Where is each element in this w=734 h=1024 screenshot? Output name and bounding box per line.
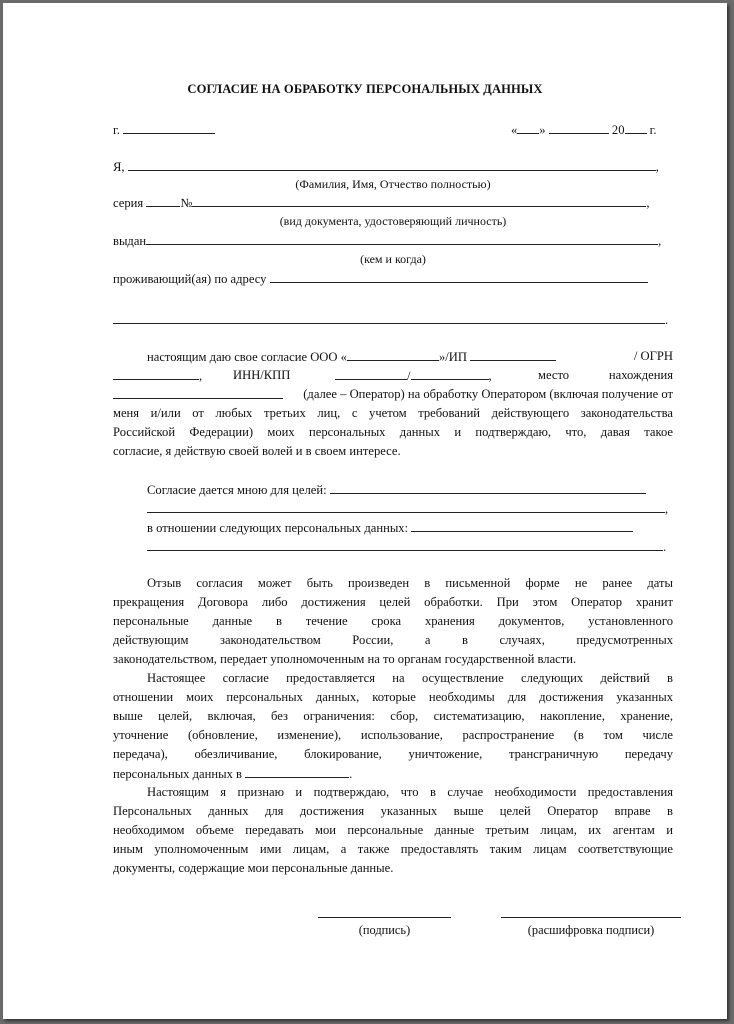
day-field[interactable]: [517, 122, 539, 134]
inn-field[interactable]: [335, 368, 407, 380]
transfer-country-field[interactable]: [245, 766, 349, 778]
signature-caption: (подпись): [358, 923, 411, 937]
month-field[interactable]: [549, 122, 609, 134]
doc-hint: (вид документа, удостоверяющий личность): [279, 214, 507, 228]
actions-line-1: Настоящее согласие предоставляется на осуществление следующих действий в: [147, 671, 673, 685]
address-line: [113, 271, 673, 286]
number-field[interactable]: [192, 195, 646, 207]
withdraw-line-1: Отзыв согласия может быть произведен в письменной форме не ранее даты: [147, 576, 673, 590]
withdraw-line-5: законодательством, передает уполномоченным на то органам государственной власти.: [113, 652, 577, 666]
document-page: [3, 3, 727, 1019]
fio-line: Я, ,: [113, 160, 659, 174]
purposes-line: Согласие дается мною для целей:: [113, 482, 673, 497]
fio-hint: (Фамилия, Имя, Отчество полностью): [295, 177, 491, 191]
i-label: Я,: [113, 160, 125, 174]
company-field[interactable]: [347, 349, 439, 361]
city-prefix: г.: [113, 123, 120, 137]
document-title: СОГЛАСИЕ НА ОБРАБОТКУ ПЕРСОНАЛЬНЫХ ДАННЫХ: [187, 82, 543, 96]
confirm-line-5: документы, содержащие мои персональные данные.: [113, 861, 394, 875]
fio-field[interactable]: [128, 159, 656, 171]
ogrn-field[interactable]: [113, 368, 199, 380]
series-label: серия: [113, 196, 144, 210]
consent-line-2: , ИНН/КПП / , место нахождения: [113, 368, 673, 383]
consent-line-3: (далее – Оператор) на обработку Оператором (включая получение от: [113, 387, 673, 402]
year-field[interactable]: [625, 122, 647, 134]
purposes-line-2: ,: [113, 501, 673, 516]
actions-line-2: отношении моих персональных данных, которые необходимы для достижения указанных: [113, 690, 673, 704]
confirm-line-4: иным уполномоченным ими лицам, а также предоставлять таким лицам соответствующие: [113, 842, 673, 856]
purposes-field-2[interactable]: [147, 501, 665, 513]
data-field[interactable]: [411, 520, 633, 532]
withdraw-line-3: персональные данные в течение срока хранения документов, установленного: [113, 614, 673, 628]
issued-field[interactable]: [146, 233, 658, 245]
city-date-line: [113, 122, 673, 137]
data-field-2[interactable]: [147, 539, 663, 551]
signature-field[interactable]: [318, 917, 451, 918]
signature-decode-caption: (расшифровка подписи): [527, 923, 655, 937]
consent-line-6: согласие, я действую своей волей и в своем интересе.: [113, 444, 401, 458]
location-field[interactable]: [113, 387, 283, 399]
kpp-field[interactable]: [411, 368, 489, 380]
actions-line-5: передача), обезличивание, блокирование, уничтожение, трансграничную передачу: [113, 747, 673, 761]
confirm-line-3: необходимом объеме передавать мои персональные данные третьим лицам, их агентам и: [113, 823, 673, 837]
address-line-2: .: [113, 312, 673, 327]
consent-line-4: меня и/или от любых третьих лиц, с учетом требований действующего законодательства: [113, 406, 673, 420]
actions-line-3: выше целей, включая, без ограничения: сбор, систематизацию, накопление, хранение,: [113, 709, 673, 723]
issued-label: выдан: [113, 234, 147, 248]
year-suffix: г.: [649, 123, 657, 137]
address-field[interactable]: [270, 271, 648, 283]
confirm-line-1: Настоящим я признаю и подтверждаю, что в случае необходимости предоставления: [147, 785, 673, 799]
signature-decode-field[interactable]: [501, 917, 681, 918]
number-label: №: [180, 196, 193, 210]
passport-line: серия № ,: [113, 196, 650, 210]
actions-line-6: персональных данных в .: [113, 767, 353, 781]
issued-line: выдан ,: [113, 234, 662, 248]
consent-line-1: настоящим даю свое согласие ООО « »/ИП / ОГРН: [147, 349, 673, 364]
address-label: проживающий(ая) по адресу: [113, 272, 267, 286]
series-field[interactable]: [146, 195, 180, 207]
actions-line-4: уточнение (обновление, изменение), использование, распространение (в том числе: [113, 728, 673, 742]
purposes-field[interactable]: [330, 482, 646, 494]
confirm-line-2: Персональных данных для достижения указанных выше целей Оператор вправе в: [113, 804, 673, 818]
withdraw-line-2: прекращения Договора либо достижения целей обработки. При этом Оператор хранит: [113, 595, 673, 609]
data-line-2: .: [113, 539, 673, 554]
city-field[interactable]: [123, 122, 215, 134]
withdraw-line-4: действующим законодательством России, а в случаях, предусмотренных: [113, 633, 673, 647]
consent-line-5: Российской Федерации) моих персональных данных и подтверждаю, что, давая такое: [113, 425, 673, 439]
address-field-2[interactable]: [113, 312, 665, 324]
year-prefix: 20: [611, 123, 625, 137]
data-line: в отношении следующих персональных данных:: [113, 520, 673, 535]
issued-hint: (кем и когда): [360, 252, 426, 266]
date-group: « » 20 г.: [511, 123, 657, 137]
ip-field[interactable]: [470, 349, 556, 361]
